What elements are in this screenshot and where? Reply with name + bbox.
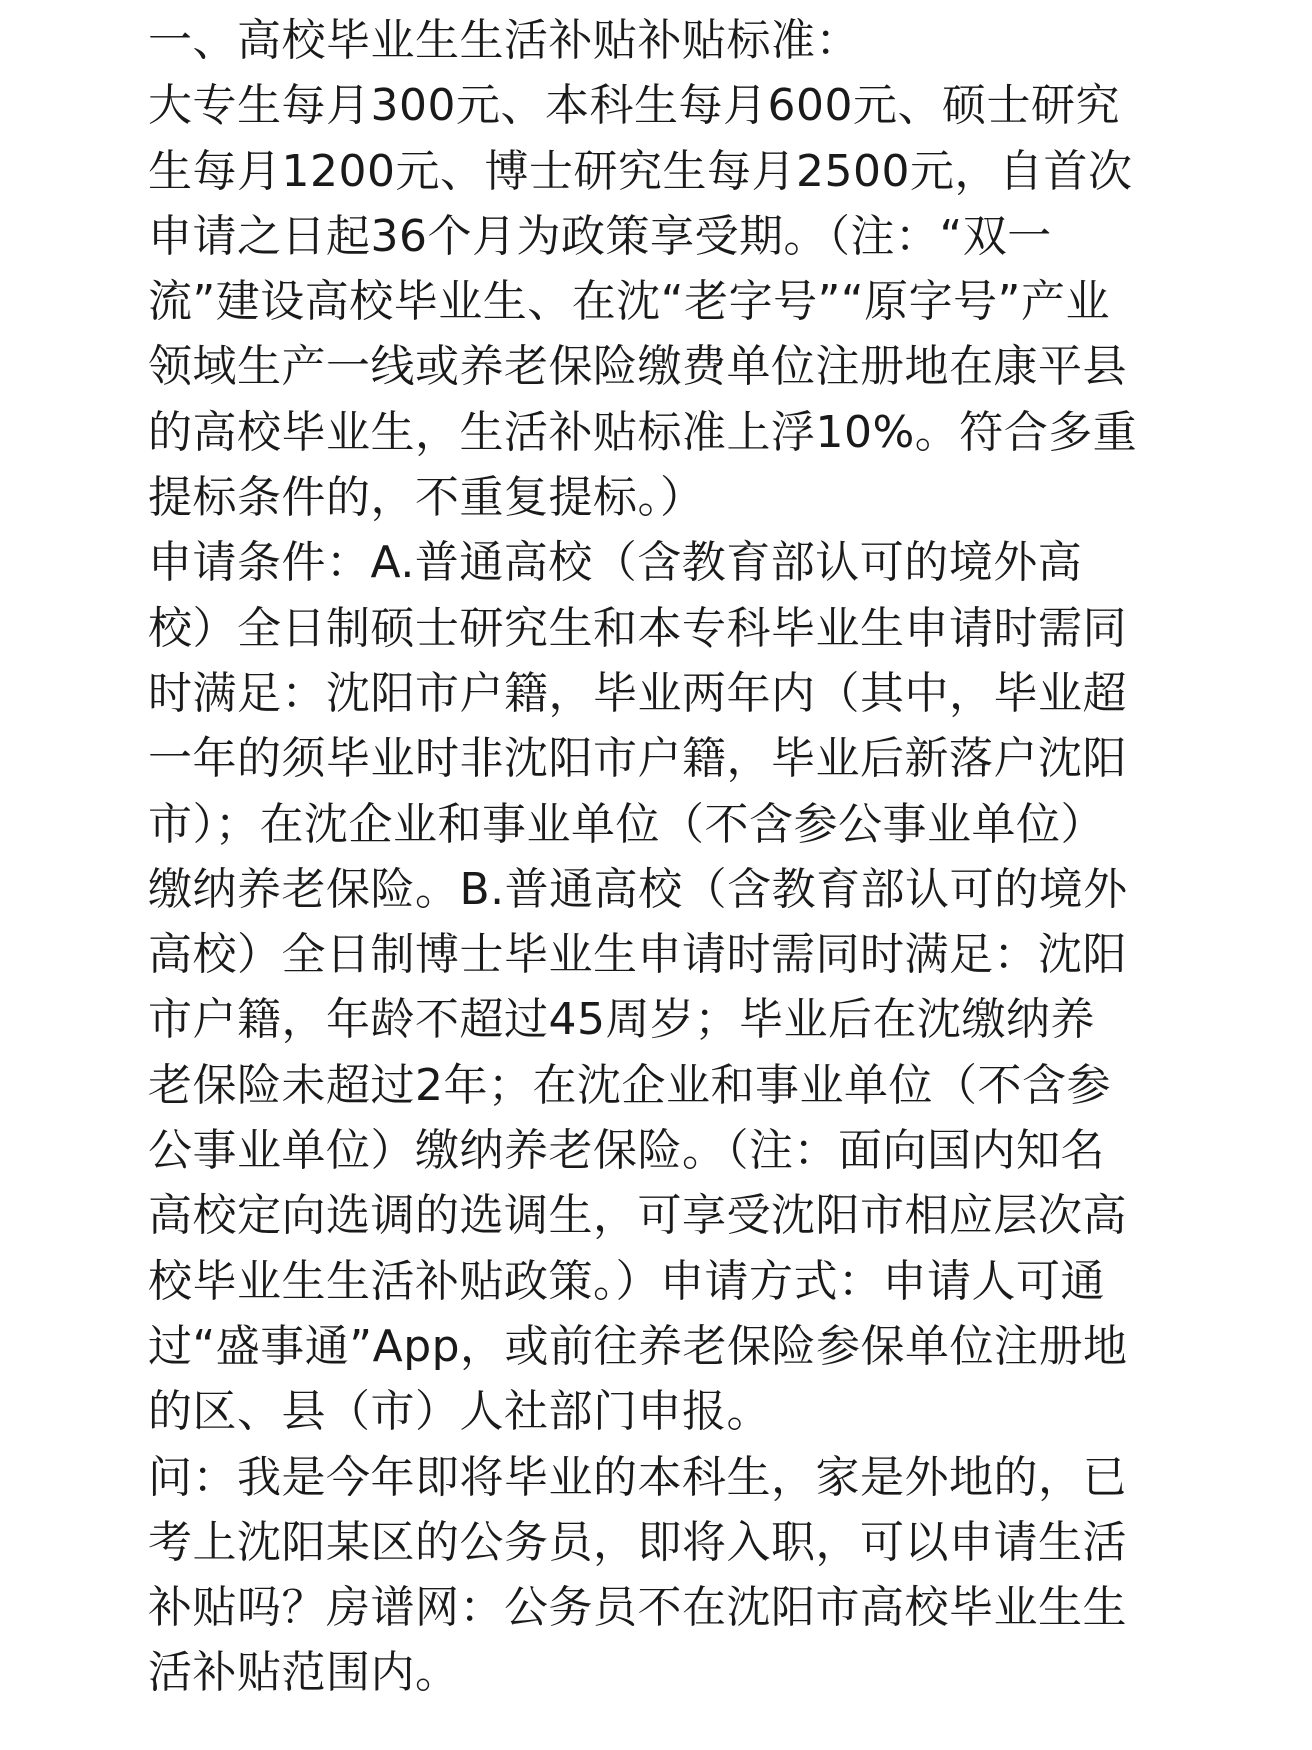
text-line: 校）全日制硕士研究生和本专科毕业生申请时需同 [148,602,1127,654]
text-line: 公事业单位）缴纳养老保险。（注：面向国内知名 [148,1125,1105,1177]
text-line: 的区、县（市）人社部门申报。 [148,1386,771,1438]
text-line: 大专生每月300元、本科生每月600元、硕士研究 [148,80,1120,132]
text-line: 生每月1200元、博士研究生每月2500元，自首次 [148,145,1133,197]
text-line: 申请之日起36个月为政策享受期。（注：“双一 [148,210,1052,262]
text-line: 活补贴范围内。 [148,1647,460,1699]
text-line: 高校定向选调的选调生，可享受沈阳市相应层次高 [148,1190,1127,1242]
text-line: 缴纳养老保险。B.普通高校（含教育部认可的境外 [148,863,1128,915]
text-line: 补贴吗？房谱网：公务员不在沈阳市高校毕业生生 [148,1582,1127,1634]
text-line: 市）；在沈企业和事业单位（不含参公事业单位） [148,798,1105,850]
text-line: 市户籍，年龄不超过45周岁；毕业后在沈缴纳养 [148,994,1095,1046]
text-line: 的高校毕业生，生活补贴标准上浮10%。符合多重 [148,406,1138,458]
text-line: 老保险未超过2年；在沈企业和事业单位（不含参 [148,1059,1111,1111]
text-line: 考上沈阳某区的公务员，即将入职，可以申请生活 [148,1516,1127,1568]
text-line: 高校）全日制博士毕业生申请时需同时满足：沈阳 [148,929,1127,981]
text-line: 时满足：沈阳市户籍，毕业两年内（其中，毕业超 [148,667,1127,719]
text-line: 领域生产一线或养老保险缴费单位注册地在康平县 [148,341,1127,393]
text-line: 校毕业生生活补贴政策。）申请方式：申请人可通 [148,1255,1105,1307]
text-line: 过“盛事通”App，或前往养老保险参保单位注册地 [148,1320,1128,1372]
text-line: 一、高校毕业生生活补贴补贴标准： [148,15,860,66]
text-line: 一年的须毕业时非沈阳市户籍，毕业后新落户沈阳 [148,733,1127,785]
document-body [148,8,1168,1706]
text-line: 提标条件的，不重复提标。） [148,472,705,524]
text-line: 问：我是今年即将毕业的本科生，家是外地的，已 [148,1451,1127,1503]
text-line: 流”建设高校毕业生、在沈“老字号”“原字号”产业 [148,276,1110,328]
text-line: 申请条件：A.普通高校（含教育部认可的境外高 [148,537,1083,589]
